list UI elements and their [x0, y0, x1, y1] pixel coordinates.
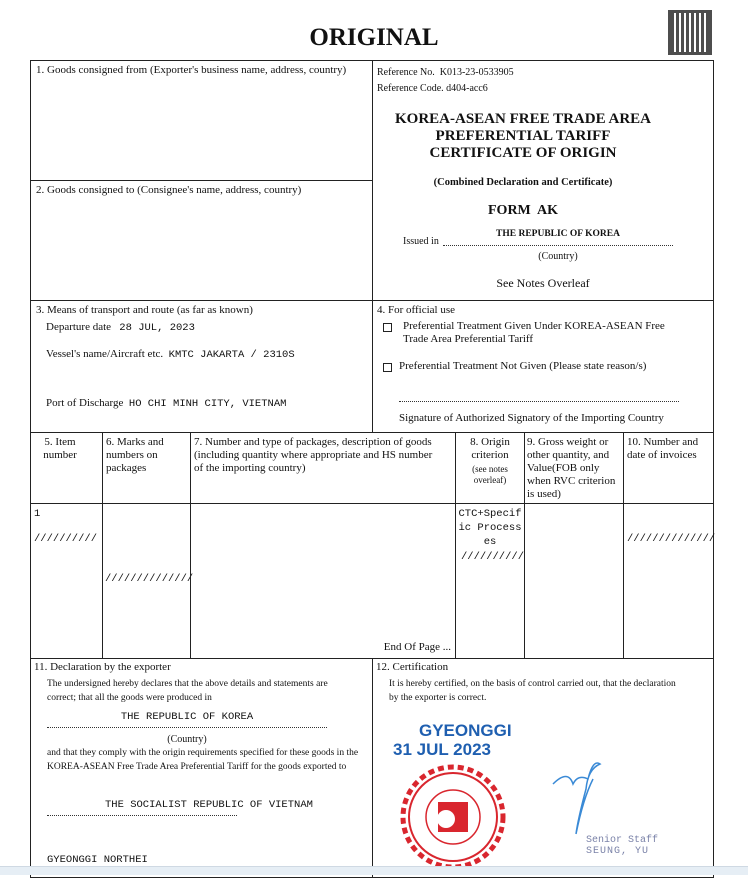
- vessel-name: KMTC JAKARTA / 2310S: [168, 349, 295, 361]
- box-consignee: [30, 180, 373, 301]
- marks-slashes: //////////////: [105, 573, 194, 585]
- produced-country: THE REPUBLIC OF KOREA: [47, 711, 327, 728]
- declaration-text-1: The undersigned hereby declares that the above details and statements are correct; that all the goods were produced in: [47, 679, 328, 703]
- importing-country: THE SOCIALIST REPUBLIC OF VIETNAM: [47, 799, 237, 816]
- port-label: Port of Discharge: [46, 397, 124, 409]
- origin-slashes: //////////: [461, 551, 525, 563]
- col-header-invoice: 10. Number and date of invoices: [627, 436, 699, 461]
- col-header-item: 5. Item number: [43, 436, 77, 461]
- form-header: [372, 60, 714, 301]
- box-declaration: [30, 658, 373, 878]
- option-treatment-not-given: Preferential Treatment Not Given (Please state reason/s): [399, 360, 647, 372]
- origin-criterion: CTC+Specif ic Processes: [458, 508, 522, 548]
- signature-icon: [548, 749, 608, 839]
- vessel-label: Vessel's name/Aircraft etc.: [46, 348, 164, 360]
- box3-label: 3. Means of transport and route (as far as known): [36, 304, 253, 316]
- box1-label: 1. Goods consigned from (Exporter's business name, address, country): [36, 64, 347, 76]
- certification-text: It is hereby certified, on the basis of control carried out, that the declaration by the exporter is correct.: [389, 679, 676, 703]
- stamp-date: 31 JUL 2023: [393, 740, 491, 759]
- item-number: 1: [34, 508, 41, 520]
- issued-country-caption: (Country): [538, 251, 578, 262]
- chamber-seal-icon: [398, 764, 508, 869]
- col-header-description: 7. Number and type of packages, description of goods (including quantity where appropriate and HS number of the importing country): [194, 436, 433, 474]
- box-official-use: [372, 300, 714, 433]
- ref-no: K013-23-0533905: [439, 67, 514, 78]
- box12-label: 12. Certification: [376, 661, 449, 673]
- signer-title: Senior Staff: [586, 835, 659, 846]
- form-title-3: CERTIFICATE OF ORIGIN: [429, 145, 617, 161]
- item-slashes: //////////: [34, 533, 98, 545]
- col-weight: [524, 432, 624, 659]
- col-header-marks: 6. Marks and numbers on packages: [106, 436, 164, 474]
- form-title-1: KOREA-ASEAN FREE TRADE AREA: [394, 111, 651, 127]
- issued-label: Issued in: [403, 236, 439, 247]
- box4-label: 4. For official use: [377, 304, 456, 316]
- declaration-place: GYEONGGI NORTHEI: [47, 854, 148, 866]
- form-title-2: PREFERENTIAL TARIFF: [435, 128, 611, 144]
- qr-code-icon: [668, 10, 712, 55]
- box2-label: 2. Goods consigned to (Consignee's name, address, country): [36, 184, 302, 196]
- signer-name: SEUNG, YU: [586, 846, 650, 857]
- option-treatment-given: Preferential Treatment Given Under KOREA-ASEAN Free Trade Area Preferential Tariff: [403, 320, 665, 345]
- invoice-slashes: //////////////: [627, 533, 716, 545]
- col-item: [30, 432, 103, 659]
- ref-no-label: Reference No.: [377, 67, 435, 78]
- col-marks: [102, 432, 194, 659]
- box11-label: 11. Declaration by the exporter: [34, 661, 171, 673]
- ref-code: d404-acc6: [446, 83, 488, 94]
- box-transport: [30, 300, 373, 433]
- ref-code-label: Reference Code.: [377, 83, 444, 94]
- box-certification: [372, 658, 714, 878]
- checkbox-treatment-given[interactable]: [383, 323, 392, 332]
- col-header-weight: 9. Gross weight or other quantity, and Value(FOB only when RVC criterion is used): [527, 436, 616, 500]
- form-subtitle: (Combined Declaration and Certificate): [433, 177, 613, 188]
- checkbox-treatment-not-given[interactable]: [383, 363, 392, 372]
- col-invoice: [623, 432, 714, 659]
- end-of-page: End Of Page ...: [383, 641, 451, 653]
- col-origin: [455, 432, 525, 659]
- col-description: [190, 432, 456, 659]
- produced-country-caption: (Country): [167, 734, 207, 745]
- see-notes: See Notes Overleaf: [496, 276, 590, 290]
- box-consignor: [30, 60, 373, 181]
- departure-date: 28 JUL, 2023: [119, 322, 195, 334]
- declaration-text-2: and that they comply with the origin requirements specified for these goods in the KOREA-ASEAN Free Trade Area Preferential Tariff for the goods exported to: [47, 748, 359, 772]
- document-title: ORIGINAL: [309, 24, 439, 51]
- stamp-place: GYEONGGI: [419, 721, 512, 740]
- departure-label: Departure date: [46, 321, 112, 333]
- importing-signature-caption: Signature of Authorized Signatory of the Importing Country: [399, 412, 664, 424]
- port-of-discharge: HO CHI MINH CITY, VIETNAM: [128, 398, 287, 410]
- form-name: FORM AK: [488, 203, 558, 218]
- issued-country: THE REPUBLIC OF KOREA: [443, 229, 673, 246]
- col-header-origin: 8. Origin criterion: [470, 436, 510, 461]
- col-origin-note: (see notes overleaf): [472, 464, 508, 485]
